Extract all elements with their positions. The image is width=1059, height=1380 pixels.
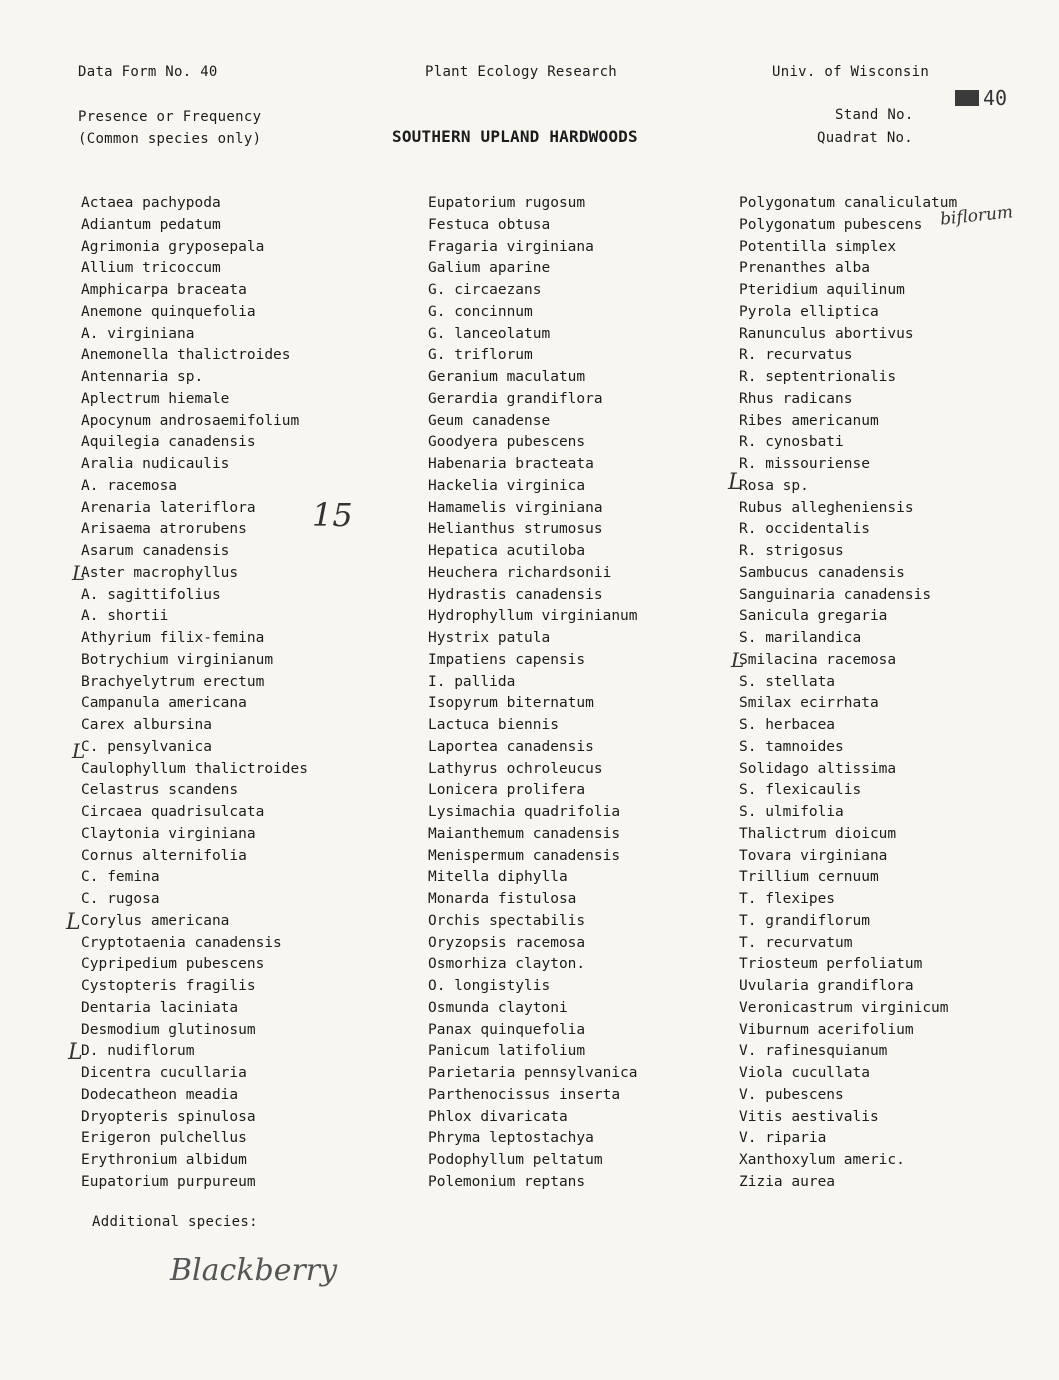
species-item: Osmorhiza clayton. xyxy=(428,956,586,973)
species-item: Helianthus strumosus xyxy=(428,521,603,538)
species-item: Dryopteris spinulosa xyxy=(81,1108,256,1125)
species-item: Isopyrum biternatum xyxy=(428,695,594,712)
species-item: Sambucus canadensis xyxy=(739,564,905,581)
species-item: Veronicastrum virginicum xyxy=(739,999,949,1016)
species-item: S. marilandica xyxy=(739,630,862,646)
species-item: S. tamnoides xyxy=(739,738,844,755)
species-item: R. strigosus xyxy=(739,543,844,559)
species-item: Hepatica acutiloba xyxy=(428,543,586,559)
species-item: Smilacina racemosa xyxy=(739,651,897,668)
species-item: Geranium maculatum xyxy=(428,369,586,385)
species-item: I. pallida xyxy=(428,673,516,690)
species-item: Celastrus scandens xyxy=(81,782,239,799)
species-item: Phryma leptostachya xyxy=(428,1130,594,1147)
species-item: Athyrium filix-femina xyxy=(81,630,265,646)
species-item: Ranunculus abortivus xyxy=(739,325,914,342)
species-item: Impatiens capensis xyxy=(428,651,586,668)
species-item: Erigeron pulchellus xyxy=(81,1130,247,1147)
species-item: Festuca obtusa xyxy=(428,216,551,233)
species-item: Triosteum perfoliatum xyxy=(739,956,923,973)
species-item: S. herbacea xyxy=(739,717,836,733)
species-item: Sanguinaria canadensis xyxy=(739,586,932,603)
species-item: Claytonia virginiana xyxy=(81,825,256,842)
species-item: Laportea canadensis xyxy=(428,738,594,755)
species-item: Hystrix patula xyxy=(428,630,551,646)
species-item: Osmunda claytoni xyxy=(428,999,568,1016)
species-item: T. recurvatum xyxy=(739,934,853,951)
species-item: Erythronium albidum xyxy=(81,1152,247,1168)
species-item: Allium tricoccum xyxy=(81,260,221,277)
check-mark-desmodium: L xyxy=(68,1040,83,1065)
species-item: R. septentrionalis xyxy=(739,369,897,385)
species-item: Lonicera prolifera xyxy=(428,782,586,799)
species-item: R. cynosbati xyxy=(739,434,844,451)
species-column-1 xyxy=(81,193,308,1194)
species-item: V. riparia xyxy=(739,1130,827,1147)
species-item: Aquilegia canadensis xyxy=(81,434,256,451)
species-item: Parthenocissus inserta xyxy=(428,1086,621,1103)
common-label: (Common species only) xyxy=(78,131,262,147)
species-item: Brachyelytrum erectum xyxy=(81,673,265,690)
university: Univ. of Wisconsin xyxy=(772,64,930,80)
species-item: Agrimonia gryposepala xyxy=(81,238,265,255)
species-item: Dentaria laciniata xyxy=(81,999,239,1016)
presence-label: Presence or Frequency xyxy=(78,109,262,125)
species-item: Polemonium reptans xyxy=(428,1173,586,1190)
species-item: Geum canadense xyxy=(428,412,551,429)
species-item: Adiantum pedatum xyxy=(81,216,221,233)
species-item: A. racemosa xyxy=(81,477,178,494)
species-item: Cornus alternifolia xyxy=(81,847,247,864)
species-item: Arisaema atrorubens xyxy=(81,521,247,538)
species-item: Polygonatum pubescens xyxy=(739,216,923,233)
species-item: A. shortii xyxy=(81,608,169,625)
species-item: Tovara virginiana xyxy=(739,847,888,864)
species-item: Cystopteris fragilis xyxy=(81,978,256,994)
species-item: Eupatorium rugosum xyxy=(428,195,586,211)
species-item: Apocynum androsaemifolium xyxy=(81,412,300,429)
species-item: Podophyllum peltatum xyxy=(428,1152,603,1168)
species-item: Rhus radicans xyxy=(739,390,853,407)
species-item: Polygonatum canaliculatum xyxy=(739,195,958,211)
species-item: O. longistylis xyxy=(428,978,551,994)
additional-species-label: Additional species: xyxy=(92,1214,258,1230)
species-item: Desmodium glutinosum xyxy=(81,1021,256,1038)
species-item: Galium aparine xyxy=(428,260,551,277)
species-item: V. rafinesquianum xyxy=(739,1043,888,1060)
species-item: Rosa sp. xyxy=(739,477,809,494)
species-item: Uvularia grandiflora xyxy=(739,978,914,994)
species-item: Habenaria bracteata xyxy=(428,456,594,472)
species-item: Hackelia virginica xyxy=(428,477,586,494)
species-item: Xanthoxylum americ. xyxy=(739,1152,905,1168)
check-mark-carex: L xyxy=(72,739,86,763)
handwritten-species: Blackberry xyxy=(170,1253,338,1288)
species-item: Pteridium aquilinum xyxy=(739,282,905,298)
species-item: Amphicarpa braceata xyxy=(81,282,247,298)
species-item: G. concinnum xyxy=(428,303,533,320)
species-item: Orchis spectabilis xyxy=(428,912,586,929)
species-item: Rubus allegheniensis xyxy=(739,499,914,516)
species-item: Corylus americana xyxy=(81,912,230,929)
species-item: G. triflorum xyxy=(428,347,533,364)
species-item: Sanicula gregaria xyxy=(739,608,888,625)
biflorum-annotation: biflorum xyxy=(939,202,1014,230)
species-item: Panax quinquefolia xyxy=(428,1021,586,1038)
species-item: Potentilla simplex xyxy=(739,238,897,255)
species-item: Lactuca biennis xyxy=(428,717,559,733)
species-item: Actaea pachypoda xyxy=(81,195,221,211)
species-item: Antennaria sp. xyxy=(81,369,204,385)
species-item: Maianthemum canadensis xyxy=(428,825,621,842)
species-item: Dicentra cucullaria xyxy=(81,1065,247,1081)
species-item: Ribes americanum xyxy=(739,412,879,429)
species-item: Asarum canadensis xyxy=(81,543,230,559)
species-item: Hydrastis canadensis xyxy=(428,586,603,603)
species-item: S. flexicaulis xyxy=(739,782,862,799)
species-item: S. stellata xyxy=(739,673,836,690)
species-column-3 xyxy=(739,193,957,1194)
count-annotation: 15 xyxy=(312,496,353,534)
species-item: Campanula americana xyxy=(81,695,247,712)
species-item: Eupatorium purpureum xyxy=(81,1173,256,1190)
species-item: Smilax ecirrhata xyxy=(739,695,879,712)
species-item: Hamamelis virginiana xyxy=(428,499,603,516)
species-item: Prenanthes alba xyxy=(739,260,870,277)
species-item: Carex albursina xyxy=(81,717,212,733)
species-item: C. rugosa xyxy=(81,891,160,907)
species-item: Circaea quadrisulcata xyxy=(81,804,265,820)
species-item: S. ulmifolia xyxy=(739,804,844,820)
species-item: Arenaria lateriflora xyxy=(81,499,256,516)
species-item: R. missouriense xyxy=(739,456,870,472)
species-item: Zizia aurea xyxy=(739,1173,836,1190)
species-item: Fragaria virginiana xyxy=(428,238,594,255)
species-item: Thalictrum dioicum xyxy=(739,825,897,842)
species-item: Botrychium virginianum xyxy=(81,651,274,668)
species-item: Phlox divaricata xyxy=(428,1108,568,1125)
species-item: Viola cucullata xyxy=(739,1065,870,1081)
stand-label: Stand No. xyxy=(835,107,914,123)
species-item: Solidago altissima xyxy=(739,760,897,777)
species-item: Mitella diphylla xyxy=(428,869,568,886)
species-item: G. circaezans xyxy=(428,282,542,298)
species-item: V. pubescens xyxy=(739,1086,844,1103)
species-item: Oryzopsis racemosa xyxy=(428,934,586,951)
quadrat-label: Quadrat No. xyxy=(817,130,914,146)
species-item: Cypripedium pubescens xyxy=(81,956,265,973)
species-item: Panicum latifolium xyxy=(428,1043,586,1060)
species-item: R. recurvatus xyxy=(739,347,853,364)
species-item: Hydrophyllum virginianum xyxy=(428,608,638,625)
species-item: C. pensylvanica xyxy=(81,738,212,755)
species-item: Gerardia grandiflora xyxy=(428,390,603,407)
species-item: Heuchera richardsonii xyxy=(428,564,612,581)
species-item: R. occidentalis xyxy=(739,521,870,538)
stamp-number: 40 xyxy=(955,86,1007,110)
organization: Plant Ecology Research xyxy=(425,64,618,80)
species-item: Caulophyllum thalictroides xyxy=(81,760,308,777)
species-item: Cryptotaenia canadensis xyxy=(81,934,282,951)
species-item: T. flexipes xyxy=(739,891,836,907)
species-item: D. nudiflorum xyxy=(81,1043,195,1060)
species-item: Dodecatheon meadia xyxy=(81,1086,239,1103)
species-item: Aplectrum hiemale xyxy=(81,390,230,407)
species-item: Trillium cernuum xyxy=(739,869,879,886)
check-mark-smilacina: L xyxy=(731,648,745,672)
species-item: C. femina xyxy=(81,869,160,886)
species-item: Anemone quinquefolia xyxy=(81,303,256,320)
species-item: Viburnum acerifolium xyxy=(739,1021,914,1038)
species-item: A. virginiana xyxy=(81,325,195,342)
check-mark-rosa: L xyxy=(728,470,743,495)
species-item: Parietaria pennsylvanica xyxy=(428,1065,638,1081)
check-mark-corylus: L xyxy=(66,910,81,935)
species-column-2 xyxy=(428,193,638,1194)
species-item: Aralia nudicaulis xyxy=(81,456,230,472)
page-title: SOUTHERN UPLAND HARDWOODS xyxy=(392,127,638,146)
species-item: Goodyera pubescens xyxy=(428,434,586,451)
species-item: Menispermum canadensis xyxy=(428,847,621,864)
species-item: Anemonella thalictroides xyxy=(81,347,291,364)
species-item: Vitis aestivalis xyxy=(739,1108,879,1125)
species-item: G. lanceolatum xyxy=(428,325,551,342)
species-item: Aster macrophyllus xyxy=(81,564,239,581)
stamp-block-icon xyxy=(955,90,979,106)
species-item: Lathyrus ochroleucus xyxy=(428,760,603,777)
species-item: Pyrola elliptica xyxy=(739,303,879,320)
form-number: Data Form No. 40 xyxy=(78,64,218,80)
species-item: A. sagittifolius xyxy=(81,586,221,603)
species-item: Monarda fistulosa xyxy=(428,891,577,907)
species-item: T. grandiflorum xyxy=(739,912,870,929)
check-mark-aster: L xyxy=(72,561,86,585)
species-item: Lysimachia quadrifolia xyxy=(428,804,621,820)
